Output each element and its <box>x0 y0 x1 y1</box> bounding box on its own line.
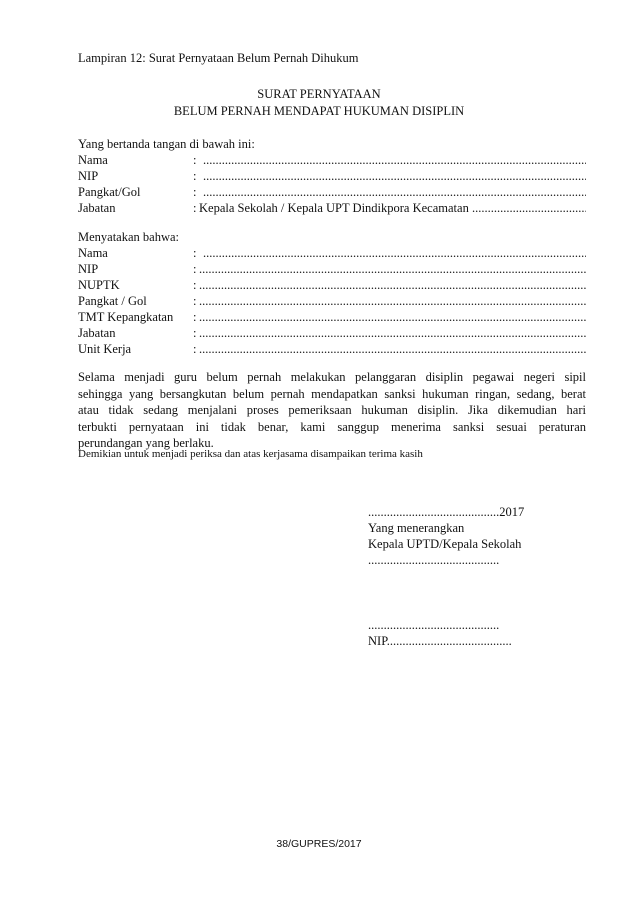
field-colon: : <box>193 262 197 276</box>
fill-in-dots <box>199 342 586 357</box>
fill-in-dots <box>472 201 586 216</box>
field-label: NIP <box>78 169 99 183</box>
statement-line: sehingga yang bersangkutan belum pernah mendapatkan sanksi hukuman ringan, sedang, berat <box>78 386 586 401</box>
signature-role: Yang menerangkan <box>368 521 465 535</box>
fill-in-dots <box>203 185 586 200</box>
field-colon: : <box>193 201 197 215</box>
signer-field-jabatan <box>78 201 586 216</box>
field-label: Jabatan <box>78 201 116 215</box>
fill-in-dots <box>199 294 586 309</box>
subject-field-tmt <box>78 310 586 325</box>
statement-line: atau tidak sedang menjalani proses pemeriksaan hukuman disiplin. Jika dikemudian hari <box>78 403 586 417</box>
statement-paragraph <box>78 369 586 452</box>
field-label: Pangkat/Gol <box>78 185 141 199</box>
document-subtitle: BELUM PERNAH MENDAPAT HUKUMAN DISIPLIN <box>173 104 465 118</box>
statement-line: perundangan yang berlaku. <box>78 436 214 450</box>
field-label: TMT Kepangkatan <box>78 310 174 324</box>
subject-field-nuptk <box>78 278 586 293</box>
fill-in-dots <box>203 169 586 184</box>
signature-position: Kepala UPTD/Kepala Sekolah <box>368 537 522 551</box>
field-colon: : <box>193 278 197 292</box>
fill-in-dots <box>199 278 586 293</box>
subject-field-unit-kerja <box>78 342 586 357</box>
signer-intro: Yang bertanda tangan di bawah ini: <box>78 137 255 151</box>
signer-field-nip <box>78 169 586 184</box>
subject-field-nip <box>78 262 586 277</box>
closing-text: Demikian untuk menjadi periksa dan atas kerjasama disampaikan terima kasih <box>78 448 423 460</box>
fill-in-dots <box>203 153 586 168</box>
field-colon: : <box>193 326 197 340</box>
page-footer: 38/GUPRES/2017 <box>276 838 362 850</box>
field-label: Nama <box>78 153 108 167</box>
fill-in-dots <box>199 262 586 277</box>
signature-date: ..........................................2017 <box>368 505 525 519</box>
signer-field-pangkat <box>78 185 586 200</box>
subject-field-pangkat <box>78 294 586 309</box>
subject-field-nama <box>78 246 586 261</box>
field-label: NUPTK <box>78 278 120 292</box>
fill-in-dots <box>199 310 586 325</box>
field-colon: : <box>193 153 197 167</box>
field-colon: : <box>193 310 197 324</box>
field-label: Jabatan <box>78 326 116 340</box>
field-value: Kepala Sekolah / Kepala UPT Dindikpora Kecamatan <box>199 201 469 215</box>
fill-in-dots <box>199 326 586 341</box>
field-label: NIP <box>78 262 99 276</box>
field-label: Pangkat / Gol <box>78 294 147 308</box>
field-colon: : <box>193 185 197 199</box>
attachment-label: Lampiran 12: Surat Pernyataan Belum Pernah Dihukum <box>78 51 359 65</box>
subject-intro: Menyatakan bahwa: <box>78 230 180 244</box>
field-colon: : <box>193 294 197 308</box>
field-label: Unit Kerja <box>78 342 132 356</box>
field-label: Nama <box>78 246 108 260</box>
statement-line: Selama menjadi guru belum pernah melakukan pelanggaran disiplin pegawai negeri sipil <box>78 370 586 384</box>
subject-field-jabatan <box>78 326 586 341</box>
field-colon: : <box>193 342 197 356</box>
fill-in-dots <box>203 246 586 261</box>
signer-field-nama <box>78 153 586 168</box>
statement-line: terbukti pernyataan ini tidak benar, kami sanggup menerima sanksi sesuai peraturan <box>78 419 586 434</box>
signature-unit-dots: .......................................... <box>368 553 500 567</box>
document-title: SURAT PERNYATAAN <box>257 87 381 101</box>
signature-name-dots: .......................................... <box>368 618 500 632</box>
field-colon: : <box>193 169 197 183</box>
field-colon: : <box>193 246 197 260</box>
signature-nip: NIP........................................ <box>368 634 512 648</box>
